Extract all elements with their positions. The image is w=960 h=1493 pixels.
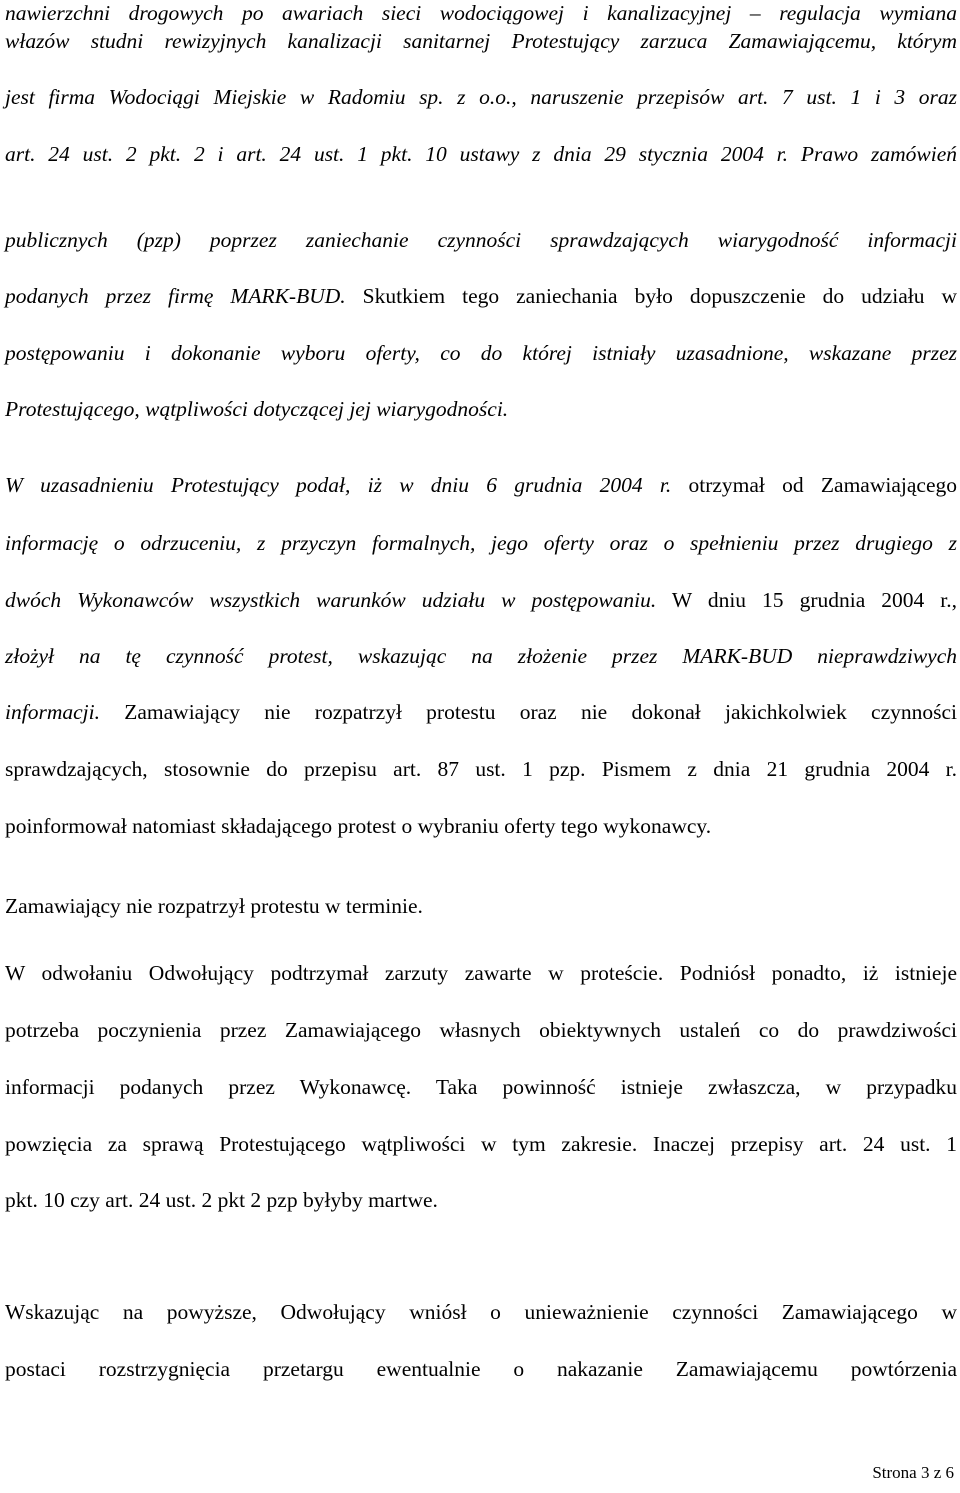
text-line (5, 0, 957, 26)
text-segment: złożył na tę czynność protest, wskazując na złożenie przez MARK-BUD nieprawdziwych (5, 644, 957, 668)
text-line (5, 699, 957, 725)
text-segment: Zamawiający nie rozpatrzył protestu oraz nie dokonał jakichkolwiek czynności (99, 700, 957, 724)
text-line (5, 340, 957, 366)
text-segment: powzięcia za sprawą Protestującego wątpliwości w tym zakresie. Inaczej przepisy art. 24 ust. 1 (5, 1132, 957, 1156)
text-segment: W dniu 15 grudnia 2004 r., (656, 588, 957, 612)
text-segment: potrzeba poczynienia przez Zamawiającego własnych obiektywnych ustaleń co do prawdziwości (5, 1018, 957, 1042)
text-line (5, 1356, 957, 1382)
text-line (5, 472, 957, 498)
text-segment: postaci rozstrzygnięcia przetargu ewentualnie o nakazanie Zamawiającemu powtórzenia (5, 1357, 957, 1381)
text-line (5, 1074, 957, 1100)
text-line (5, 587, 957, 613)
text-segment: Zamawiający nie rozpatrzył protestu w terminie. (5, 894, 423, 918)
text-segment: W uzasadnieniu Protestujący podał, iż w dniu 6 grudnia 2004 r. (5, 473, 672, 497)
text-line (5, 530, 957, 556)
text-segment: nawierzchni drogowych po awariach sieci wodociągowej i kanalizacyjnej – regulacja wymiana (5, 1, 957, 25)
text-segment: Pismem z dnia 21 grudnia 2004 r. (585, 757, 957, 781)
page-number: Strona 3 z 6 (872, 1463, 954, 1482)
text-segment: informacji podanych przez Wykonawcę. Taka powinność istnieje zwłaszcza, w przypadku (5, 1075, 957, 1099)
text-segment: publicznych (pzp) poprzez zaniechanie czynności sprawdzających wiarygodność informacji (5, 228, 957, 252)
text-segment: Podniósł ponadto, iż istnieje (663, 961, 957, 985)
text-line (5, 28, 957, 54)
text-line (5, 893, 957, 919)
text-segment: poinformował natomiast składającego protest o wybraniu oferty tego wykonawcy. (5, 814, 712, 838)
text-line (5, 1131, 957, 1157)
text-segment: włazów studni rewizyjnych kanalizacji sanitarnej Protestujący zarzuca Zamawiającemu, którym (5, 29, 957, 53)
text-segment: Skutkiem tego zaniechania było dopuszczenie do udziału w (345, 284, 957, 308)
text-segment: dwóch Wykonawców wszystkich warunków udziału w postępowaniu. (5, 588, 657, 612)
text-segment: informację o odrzuceniu, z przyczyn formalnych, jego oferty oraz o spełnieniu przez drugiego z (5, 531, 957, 555)
text-line (5, 1017, 957, 1043)
text-line (5, 1299, 957, 1325)
text-segment: postępowaniu i dokonanie wyboru oferty, co do której istniały uzasadnione, wskazane przez (5, 341, 957, 365)
text-segment: podanych przez firmę MARK-BUD. (5, 284, 346, 308)
text-line (5, 84, 957, 110)
text-segment: art. 24 ust. 2 pkt. 2 i art. 24 ust. 1 pkt. 10 ustawy z dnia 29 stycznia 2004 r. Prawo zamówień (5, 142, 957, 166)
text-segment: pkt. 10 czy art. 24 ust. 2 pkt 2 pzp byłyby martwe. (5, 1188, 438, 1212)
text-line (5, 1187, 957, 1213)
text-line (5, 283, 957, 309)
text-line (5, 643, 957, 669)
text-segment: sprawdzających, stosownie do przepisu art. 87 ust. 1 pzp. (5, 757, 586, 781)
text-segment: jest firma Wodociągi Miejskie w Radomiu sp. z o.o., naruszenie przepisów art. 7 ust. 1 i 3 oraz (5, 85, 957, 109)
text-line (5, 813, 957, 839)
text-line (5, 141, 957, 167)
text-segment: otrzymał od Zamawiającego (671, 473, 957, 497)
text-segment: informacji. (5, 700, 100, 724)
text-line (5, 960, 957, 986)
text-line (5, 756, 957, 782)
text-segment: W odwołaniu Odwołujący podtrzymał zarzuty zawarte w proteście. (5, 961, 664, 985)
text-line (5, 227, 957, 253)
text-line (5, 396, 957, 422)
text-segment: Wskazując na powyższe, Odwołujący wniósł o unieważnienie czynności Zamawiającego w (5, 1300, 957, 1324)
text-segment: Protestującego, wątpliwości dotyczącej jej wiarygodności. (5, 397, 509, 421)
